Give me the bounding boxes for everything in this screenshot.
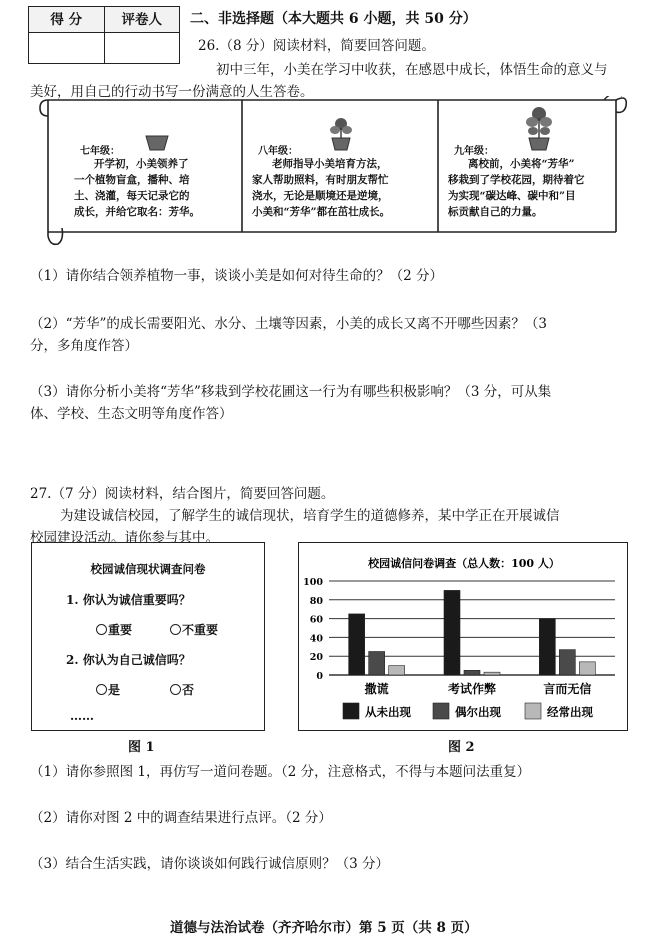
figure2-caption: 图 2: [448, 740, 475, 755]
y-tick-label: 60: [309, 614, 323, 626]
q2-option-no-label: 否: [182, 683, 195, 697]
growth-scroll: [36, 96, 628, 246]
grown-plant-icon: [524, 106, 554, 152]
bar-2: [559, 650, 575, 675]
q27-intro-line2: 校园建设活动。请你参与其中。: [30, 530, 219, 546]
chart-title: 校园诚信问卷调查（总人数：100 人）: [368, 557, 560, 570]
panel-grade7-line3: 土、浇灌，每天记录它的: [74, 190, 190, 202]
q27-header: 27.（7 分）阅读材料，结合图片，简要回答问题。: [30, 486, 335, 502]
q26-intro-line1: 初中三年，小美在学习中收获，在感恩中成长，体悟生命的意义与: [216, 62, 608, 78]
q2-option-no[interactable]: [170, 681, 194, 698]
q2-option-yes-label: 是: [108, 683, 121, 697]
bar-1: [444, 590, 460, 675]
x-category-label: 考试作弊: [447, 682, 497, 696]
radio-circle-icon: [170, 624, 181, 635]
q26-sub2-line2: 分，多角度作答）: [30, 338, 138, 354]
section-title: 二、非选择题（本大题共 6 小题，共 50 分）: [190, 11, 477, 27]
q1-option-important[interactable]: [96, 621, 132, 638]
q27-sub2: （2）请你对图 2 中的调查结果进行点评。（2 分）: [30, 810, 332, 826]
q27-sub3: （3）结合生活实践，请你谈谈如何践行诚信原则？（3 分）: [30, 856, 389, 872]
bar-1: [349, 614, 365, 675]
q27-sub1: （1）请你参照图 1，再仿写一道问卷题。（2 分，注意格式，不得与本题问法重复）: [30, 764, 531, 780]
x-category-label: 撒谎: [364, 682, 389, 696]
radio-circle-icon: [170, 684, 181, 695]
legend-swatch: [525, 703, 541, 719]
grader-label: 评卷人: [121, 12, 162, 28]
panel-grade9-line1: 离校前，小美将“芳华”: [468, 158, 575, 170]
panel-grade7-title: 七年级：: [80, 146, 120, 157]
y-tick-label: 0: [316, 671, 323, 682]
panel-grade8-title: 八年级：: [258, 146, 298, 157]
legend-swatch: [433, 703, 449, 719]
potted-plant-icon: [328, 116, 354, 152]
bar-2: [464, 670, 480, 675]
bar-3: [579, 662, 595, 675]
panel-grade7-line1: 开学初，小美领养了: [94, 158, 189, 170]
q1-option-not-important-label: 不重要: [182, 623, 219, 637]
panel-grade8-line4: 小美和“芳华”都在茁壮成长。: [252, 206, 391, 218]
score-table: [28, 6, 180, 64]
q2-option-yes[interactable]: [96, 681, 120, 698]
q26-header: 26.（8 分）阅读材料，简要回答问题。: [198, 38, 435, 54]
questionnaire-q1: 1. 你认为诚信重要吗？: [66, 593, 191, 607]
questionnaire-ellipsis: ……: [70, 709, 94, 723]
q26-sub2-line1: （2）“芳华”的成长需要阳光、水分、土壤等因素，小美的成长又离不开哪些因素？（3: [30, 316, 547, 332]
survey-chart-figure: [298, 542, 628, 731]
y-tick-label: 80: [309, 595, 323, 607]
score-cell[interactable]: [29, 33, 105, 63]
score-label: 得 分: [29, 7, 105, 32]
page-footer: 道德与法治试卷（齐齐哈尔市）第 5 页（共 8 页）: [170, 920, 478, 936]
flower-pot-empty-icon: [144, 134, 170, 152]
bar-1: [539, 619, 555, 675]
q1-option-not-important[interactable]: [170, 621, 218, 638]
y-tick-label: 40: [309, 633, 323, 645]
panel-grade9-title: 九年级：: [454, 146, 494, 157]
panel-grade7-line4: 成长，并给它取名：芳华。: [74, 206, 200, 218]
radio-circle-icon: [96, 684, 107, 695]
panel-grade7-line2: 一个植物盲盒，播种、培: [74, 174, 190, 186]
q26-sub1: （1）请你结合领养植物一事，谈谈小美是如何对待生命的？（2 分）: [30, 268, 443, 284]
questionnaire-title: 校园诚信现状调查问卷: [90, 562, 206, 576]
y-tick-label: 20: [309, 652, 323, 664]
panel-grade8-line3: 浇水，无论是顺境还是逆境，: [252, 190, 389, 202]
panel-grade9-line3: 为实现“碳达峰、碳中和”目: [448, 190, 576, 202]
questionnaire-figure: [31, 542, 265, 731]
legend-label: 经常出现: [547, 705, 593, 719]
legend-label: 从未出现: [365, 705, 411, 719]
legend-swatch: [343, 703, 359, 719]
y-tick-label: 100: [303, 577, 323, 588]
panel-grade8-line2: 家人帮助照料，有时朋友帮忙: [252, 174, 389, 186]
radio-circle-icon: [96, 624, 107, 635]
figure1-caption: 图 1: [128, 740, 155, 755]
bar-3: [389, 666, 405, 675]
bar-3: [484, 672, 500, 675]
survey-bar-chart: [299, 543, 629, 732]
panel-grade9-line4: 标贡献自己的力量。: [448, 206, 543, 218]
questionnaire-q2: 2. 你认为自己诚信吗？: [66, 653, 191, 667]
q26-sub3-line1: （3）请你分析小美将“芳华”移栽到学校花圃这一行为有哪些积极影响？（3 分，可从集: [30, 384, 552, 400]
q26-sub3-line2: 体、学校、生态文明等角度作答）: [30, 406, 233, 422]
panel-grade9-line2: 移栽到了学校花园，期待着它: [448, 174, 585, 186]
q26-intro-line2: 美好，用自己的行动书写一份满意的人生答卷。: [30, 84, 314, 100]
q1-option-important-label: 重要: [108, 623, 133, 637]
grader-cell[interactable]: [105, 33, 180, 63]
x-category-label: 言而无信: [543, 682, 592, 696]
legend-label: 偶尔出现: [455, 705, 501, 719]
bar-2: [369, 652, 385, 676]
q27-intro-line1: 为建设诚信校园，了解学生的诚信现状，培育学生的道德修养，某中学正在开展诚信: [60, 508, 560, 524]
panel-grade8-line1: 老师指导小美培育方法，: [272, 158, 388, 170]
